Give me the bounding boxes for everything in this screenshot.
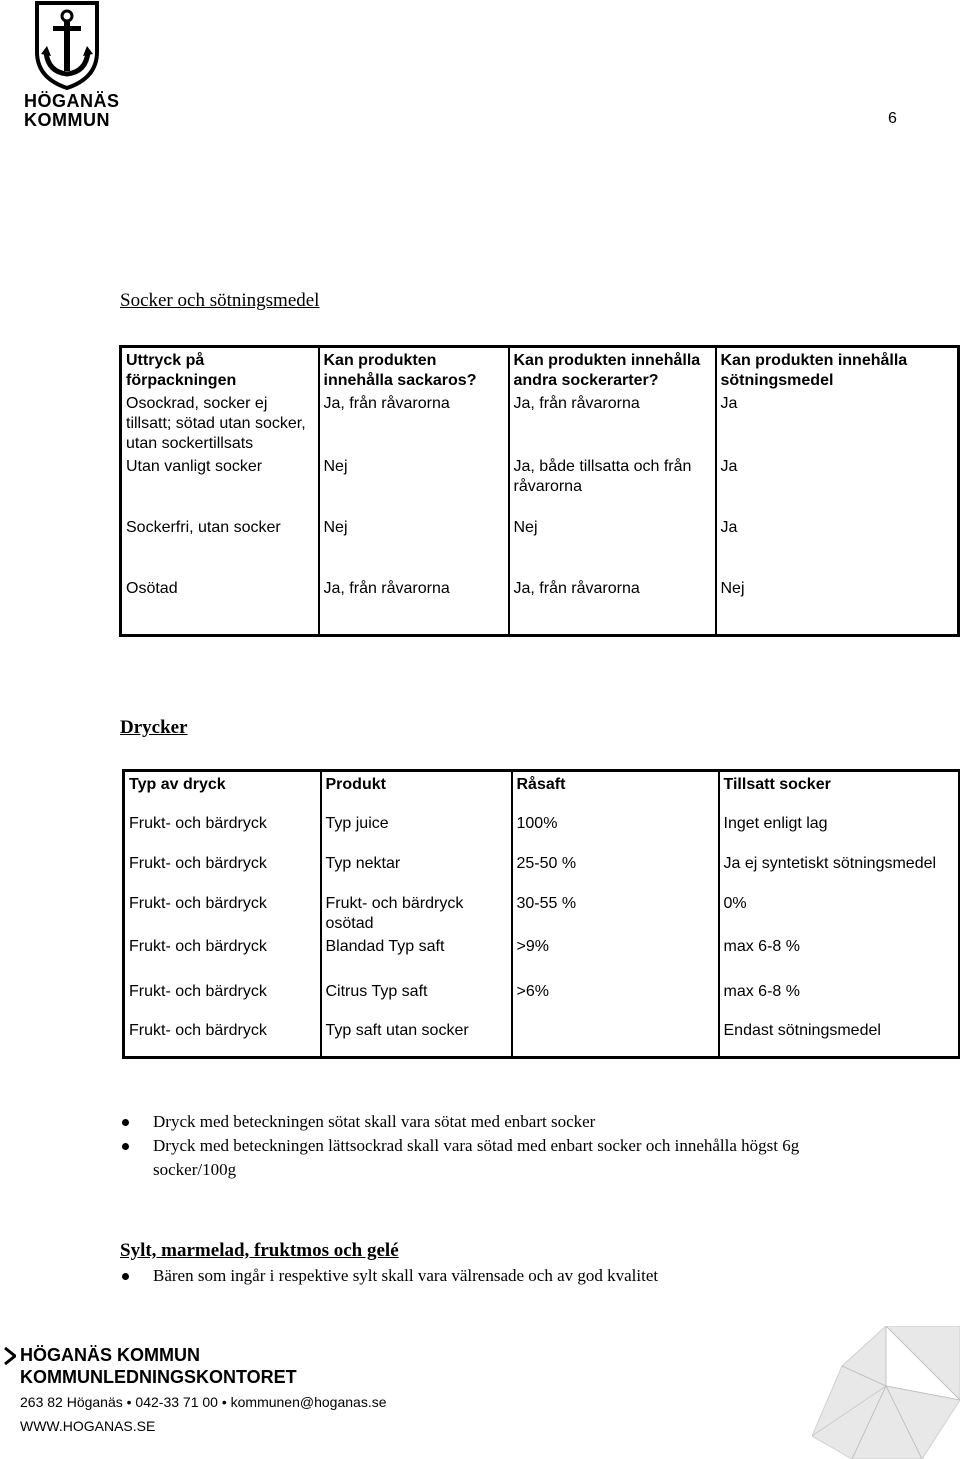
table-cell: Ja ej syntetiskt sötningsmedel	[723, 854, 937, 872]
table-cell: Ja, både tillsatta och från råvarorna	[509, 454, 716, 515]
list-item: Dryck med beteckningen lättsockrad skall vara sötad med enbart socker och innehålla högst 6g socker/100g	[120, 1134, 873, 1182]
table-cell: Ja	[720, 519, 738, 536]
column-header: Kan produkten innehålla andra sockerarter?	[509, 347, 716, 392]
column-header: Uttryck på förpackningen	[121, 347, 319, 392]
table-header-row	[124, 771, 960, 811]
table-cell: >6%	[512, 979, 719, 1018]
column-header: Typ av dryck	[124, 771, 321, 811]
municipality-logo	[24, 0, 120, 132]
table-row	[121, 391, 959, 454]
table-cell: Blandad Typ saft	[321, 934, 512, 979]
table-row	[124, 934, 960, 979]
logo-text-line2: KOMMUN	[24, 110, 110, 130]
table-cell: Ja	[720, 395, 738, 412]
table-cell: max 6-8 %	[723, 982, 800, 1000]
column-header: Produkt	[321, 771, 512, 811]
footer-department: KOMMUNLEDNINGSKONTORET	[20, 1367, 297, 1387]
table-cell: Typ nektar	[321, 851, 512, 891]
table-cell: Typ juice	[321, 811, 512, 851]
sugar-table	[119, 345, 960, 637]
table-cell: Frukt- och bärdryck osötad	[321, 891, 512, 934]
footer-contact: 263 82 Höganäs • 042-33 71 00 • kommunen@hoganas.se	[20, 1394, 387, 1410]
sugar-heading: Socker och sötningsmedel	[120, 290, 320, 311]
table-cell: Frukt- och bärdryck	[124, 934, 321, 979]
drinks-table	[122, 769, 960, 1059]
footer-organization: HÖGANÄS KOMMUN	[20, 1345, 200, 1365]
table-cell: Frukt- och bärdryck	[124, 891, 321, 934]
table-cell: Frukt- och bärdryck	[124, 1018, 321, 1058]
table-cell: Endast sötningsmedel	[723, 1021, 881, 1039]
logo-text-line1: HÖGANÄS	[24, 91, 120, 111]
arrow-icon	[4, 1347, 16, 1365]
coat-of-arms-icon	[34, 0, 100, 90]
table-cell: Nej	[319, 515, 509, 576]
table-row	[121, 576, 959, 635]
table-cell: max 6-8 %	[723, 937, 800, 955]
decorative-pattern	[812, 1326, 960, 1459]
table-cell: Osockrad, socker ej tillsatt; sötad utan socker, utan sockertillsats	[121, 391, 319, 454]
column-header: Råsaft	[512, 771, 719, 811]
page-number: 6	[888, 110, 897, 127]
table-row	[124, 1018, 960, 1058]
table-cell: 0%	[723, 894, 747, 912]
table-cell: Ja, från råvarorna	[319, 576, 509, 635]
table-cell: Ja, från råvarorna	[319, 391, 509, 454]
table-cell: Typ saft utan socker	[321, 1018, 512, 1058]
column-header: Kan produkten innehålla sackaros?	[319, 347, 509, 392]
drinks-heading: Drycker	[120, 717, 188, 738]
jam-bullet-list	[120, 1264, 873, 1288]
table-cell: Nej	[720, 580, 745, 597]
table-cell: Ja, från råvarorna	[509, 391, 716, 454]
list-item: Bären som ingår i respektive sylt skall vara välrensade och av god kvalitet	[120, 1264, 873, 1288]
table-cell: Nej	[509, 515, 716, 576]
table-row	[124, 979, 960, 1018]
table-cell: >9%	[512, 934, 719, 979]
footer-website: WWW.HOGANAS.SE	[20, 1418, 156, 1434]
table-cell	[512, 1018, 719, 1058]
table-cell: 25-50 %	[512, 851, 719, 891]
drinks-bullet-list	[120, 1110, 873, 1182]
table-row	[124, 851, 960, 891]
table-cell: Inget enligt lag	[723, 814, 828, 832]
table-cell: Frukt- och bärdryck	[124, 851, 321, 891]
table-header-row	[121, 347, 959, 392]
table-cell: Ja, från råvarorna	[509, 576, 716, 635]
jam-heading: Sylt, marmelad, fruktmos och gelé	[120, 1240, 399, 1261]
table-row	[124, 811, 960, 851]
table-cell: Frukt- och bärdryck	[124, 979, 321, 1018]
table-row	[121, 454, 959, 515]
list-item: Dryck med beteckningen sötat skall vara sötat med enbart socker	[120, 1110, 873, 1134]
table-cell: Osötad	[121, 576, 319, 635]
table-cell: 100%	[512, 811, 719, 851]
table-row	[121, 515, 959, 576]
column-header: Tillsatt socker	[723, 776, 831, 793]
table-cell: Utan vanligt socker	[121, 454, 319, 515]
table-cell: Nej	[319, 454, 509, 515]
table-cell: Frukt- och bärdryck	[124, 811, 321, 851]
table-cell: Citrus Typ saft	[321, 979, 512, 1018]
column-header: Kan produkten innehålla sötningsmedel	[720, 352, 908, 389]
table-cell: Sockerfri, utan socker	[121, 515, 319, 576]
table-cell: 30-55 %	[512, 891, 719, 934]
table-row	[124, 891, 960, 934]
table-cell: Ja	[720, 458, 738, 475]
